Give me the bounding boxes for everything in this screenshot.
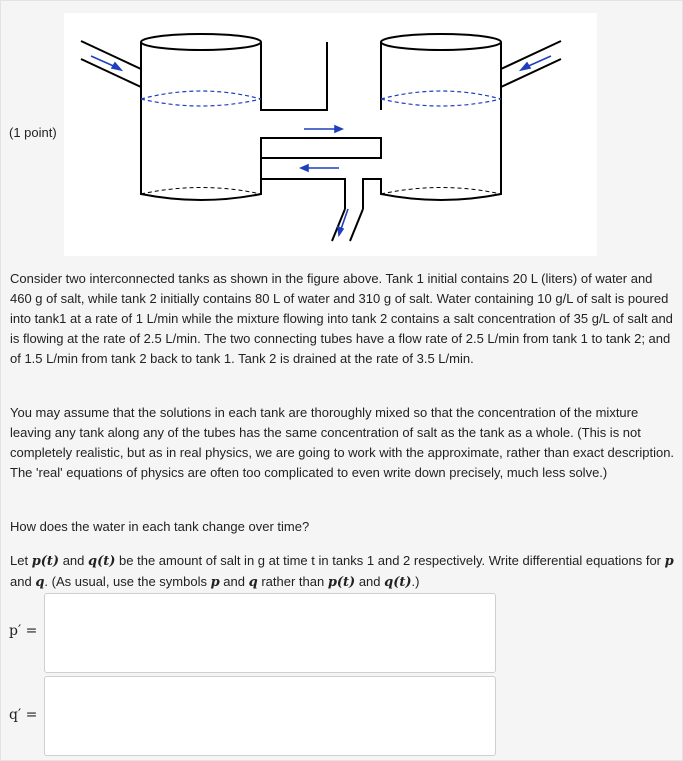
problem-description: Consider two interconnected tanks as shown in the figure above. Tank 1 initial contains 20 L (liters) of water and 460 g of salt, while tank 2 initially contains 80 L of water and 310 g of salt. Water containing 10 g/L of salt is poured into tank1 at a rate of 1 L/min while the mixture flowing into tank 2 contains a salt concentration of 35 g/L of salt and is flowing at the rate of 2.5 L/min. The two connecting tubes have a flow rate of 2.5 L/min from tank 1 to tank 2; and of 1.5 L/min from tank 2 back to tank 1. Tank 2 is drained at the rate of 3.5 L/min. [10, 271, 673, 366]
q-prime-input[interactable] [44, 676, 496, 756]
math-q: q [35, 575, 45, 590]
q-prime-label: q′ = [9, 707, 38, 723]
math-p: p [210, 575, 220, 590]
tanks-figure [64, 13, 597, 256]
p-prime-label: p′ = [9, 623, 38, 639]
drain-tube [261, 179, 345, 209]
tank2-top [381, 34, 501, 50]
assumption-text: You may assume that the solutions in each tank are thoroughly mixed so that the concentration of the mixture leaving any tank along any of the tubes has the same concentration of salt as the tank as a whole. (This is not completely realistic, but as in real physics, we are going to work with the approximate, rather than exact description. The 'real' equations of physics are often too complicated to even write down precisely, much less solve.) [10, 405, 675, 480]
p-prime-input[interactable] [44, 593, 496, 673]
tank2-body [363, 42, 501, 209]
math-q-of-t: q(t) [384, 575, 412, 590]
points-label: (1 point) [9, 125, 57, 140]
middle-tube [261, 138, 381, 158]
tank2-water-level [381, 91, 501, 99]
tank1-top [141, 34, 261, 50]
instruction-text: Let p(t) and q(t) be the amount of salt in g at time t in tanks 1 and 2 respectively. Write differential equations for p and q. (As usual, use the symbols p and q rather than p(t) and q(t).) [10, 553, 674, 590]
tanks-diagram [64, 13, 597, 256]
guiding-question: How does the water in each tank change over time? [10, 519, 310, 534]
tank1-water-level [141, 91, 261, 99]
math-q-of-t: q(t) [88, 554, 116, 569]
tank1-body [141, 42, 261, 200]
math-q: q [248, 575, 258, 590]
math-p-of-t: p(t) [327, 575, 356, 590]
math-p-of-t: p(t) [31, 554, 60, 569]
math-p: p [664, 554, 674, 569]
top-tube [261, 42, 327, 110]
